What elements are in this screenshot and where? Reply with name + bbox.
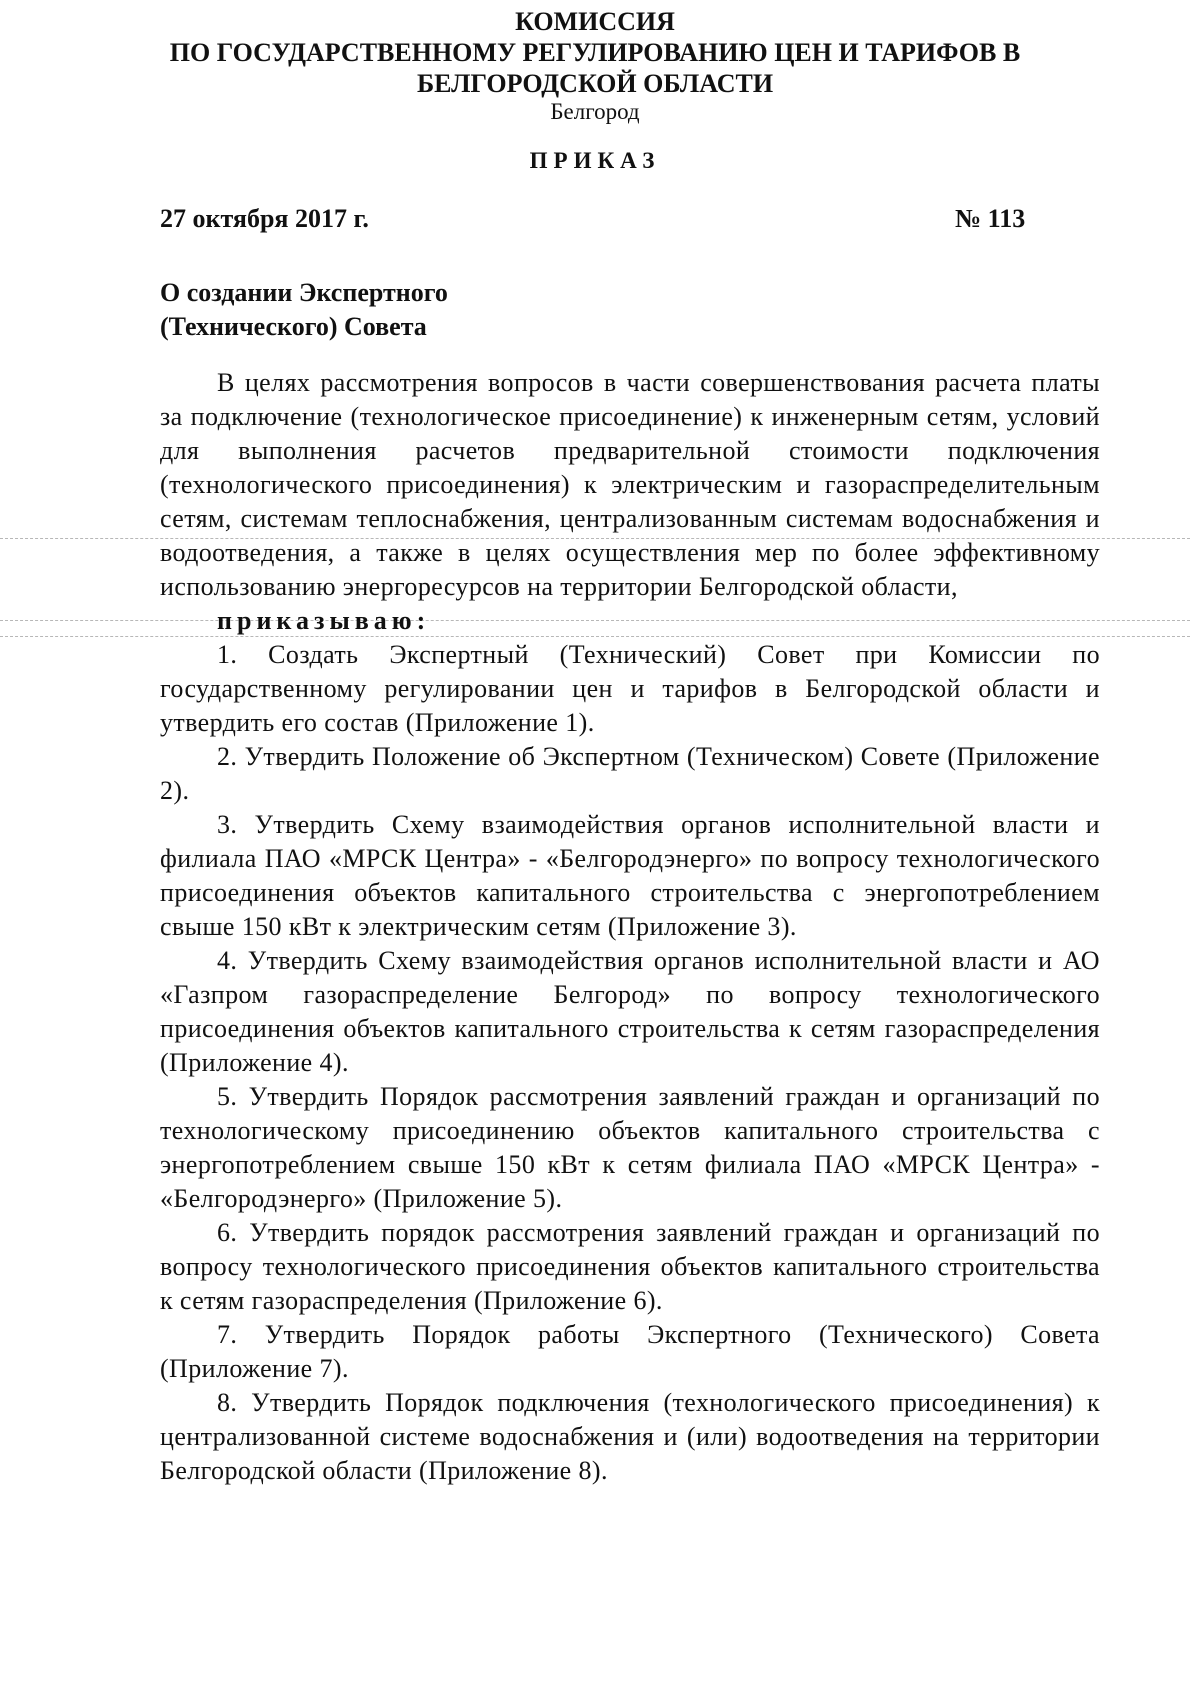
order-item-4: 4. Утвердить Схему взаимодействия органов исполнительной власти и АО «Газпром газораспределение Белгород» по вопросу технологического присоединения объектов капитального строительства к сетям газораспределения (Приложение 4). [160, 946, 1100, 1077]
header-region: БЕЛГОРОДСКОЙ ОБЛАСТИ [416, 69, 774, 98]
order-item-8: 8. Утвердить Порядок подключения (технологического присоединения) к централизованной системе водоснабжения и (или) водоотведения на территории Белгородской области (Приложение 8). [160, 1388, 1100, 1485]
document-type-title: ПРИКАЗ [529, 148, 661, 173]
order-item-5: 5. Утвердить Порядок рассмотрения заявлений граждан и организаций по технологическому присоединению объектов капитального строительства с энергопотреблением свыше 150 кВт к сетям филиала ПАО «МРСК Центра» - «Белгородэнерго» (Приложение 5). [160, 1082, 1100, 1213]
order-word: приказываю: [217, 606, 431, 635]
document-number: № 113 [955, 204, 1026, 233]
document-body [160, 366, 1100, 1488]
order-item-7: 7. Утвердить Порядок работы Экспертного (Технического) Совета (Приложение 7). [160, 1320, 1100, 1383]
document-subject [160, 276, 448, 344]
order-item-1: 1. Создать Экспертный (Технический) Совет при Комиссии по государственному регулировании цен и тарифов в Белгородской области и утвердить его состав (Приложение 1). [160, 640, 1100, 737]
order-item-6: 6. Утвердить порядок рассмотрения заявлений граждан и организаций по вопросу технологического присоединения объектов капитального строительства к сетям газораспределения (Приложение 6). [160, 1218, 1100, 1315]
order-item-2: 2. Утвердить Положение об Экспертном (Техническом) Совете (Приложение 2). [160, 742, 1100, 805]
subject-line-1: О создании Экспертного [160, 278, 448, 307]
preamble-paragraph: В целях рассмотрения вопросов в части совершенствования расчета платы за подключение (технологическое присоединение) к инженерным сетям, условий для выполнения расчетов предварительной стоимости подключения (технологического присоединения) к электрическим и газораспределительным сетям, системам теплоснабжения, централизованным системам водоснабжения и водоотведения, а также в целях осуществления мер по более эффективному использованию энергоресурсов на территории Белгородской области, [160, 368, 1100, 601]
order-item-3: 3. Утвердить Схему взаимодействия органов исполнительной власти и филиала ПАО «МРСК Центра» - «Белгородэнерго» по вопросу технологического присоединения объектов капитального строительства с энергопотреблением свыше 150 кВт к электрическим сетям (Приложение 3). [160, 810, 1100, 941]
document-header [0, 6, 1190, 125]
header-commission: КОМИССИЯ [515, 7, 675, 36]
subject-line-2: (Технического) Совета [160, 312, 427, 341]
document-date: 27 октября 2017 г. [160, 204, 369, 233]
header-city: Белгород [550, 99, 640, 124]
header-regulation: ПО ГОСУДАРСТВЕННОМУ РЕГУЛИРОВАНИЮ ЦЕН И ТАРИФОВ В [169, 38, 1021, 67]
